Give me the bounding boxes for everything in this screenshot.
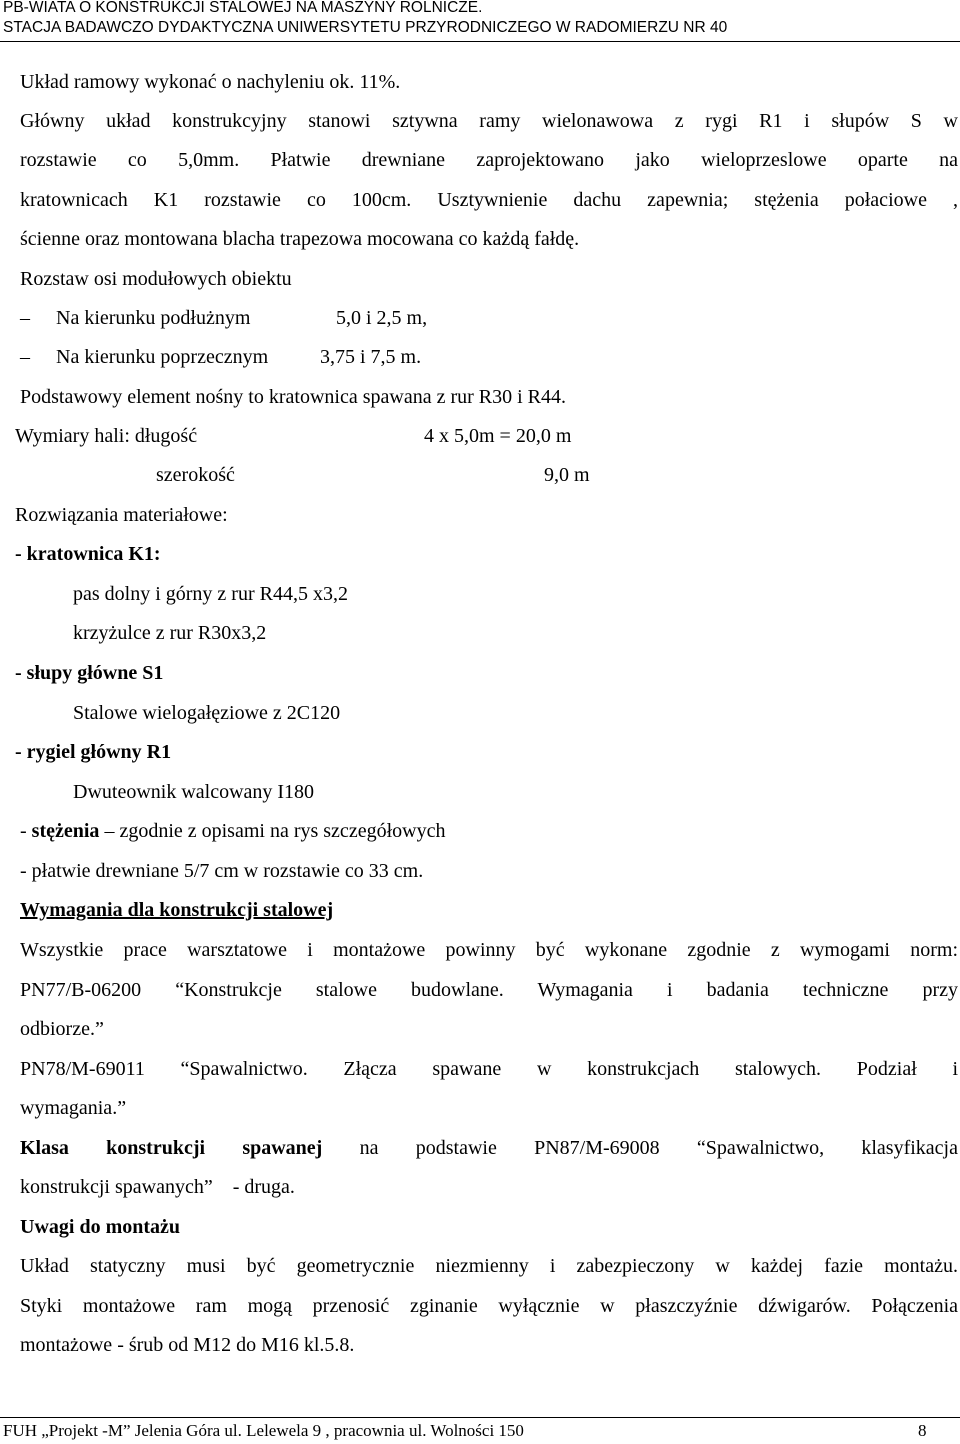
girder-desc: Dwuteownik walcowany I180 bbox=[73, 781, 315, 803]
main-element-text: Podstawowy element nośny to kratownica spawana z rur R30 i R44. bbox=[20, 386, 567, 408]
transverse-label: Na kierunku poprzecznym bbox=[56, 346, 269, 368]
truss-diagonals: krzyżulce z rur R30x3,2 bbox=[73, 622, 267, 644]
paragraph-main-line-2: rozstawie co 5,0mm. Płatwie drewniane zaprojektowano jako wieloprzeslowe oparte na bbox=[20, 149, 958, 171]
page-number: 8 bbox=[918, 1421, 927, 1440]
longitudinal-value: 5,0 i 2,5 m, bbox=[336, 307, 428, 329]
columns-title: - słupy główne S1 bbox=[15, 662, 164, 684]
weld-class-line-2: konstrukcji spawanych” - druga. bbox=[20, 1176, 295, 1198]
weld-class-line-1: Klasa konstrukcji spawanej na podstawie PN87/M-69008 “Spawalnictwo, klasyfikacja bbox=[20, 1137, 958, 1159]
assembly-line-2: Styki montażowe ram mogą przenosić zginanie wyłącznie w płaszczyźnie dźwigarów. Połączenia bbox=[20, 1295, 958, 1317]
hall-width-value: 9,0 m bbox=[544, 464, 590, 486]
assembly-notes-title: Uwagi do montażu bbox=[20, 1216, 181, 1238]
dash-icon: – bbox=[20, 307, 30, 329]
requirements-line-2: PN77/B-06200 “Konstrukcje stalowe budowlane. Wymagania i badania techniczne przy bbox=[20, 979, 958, 1001]
module-spacing-title: Rozstaw osi modułowych obiektu bbox=[20, 268, 292, 290]
hall-width-label: szerokość bbox=[156, 464, 235, 486]
requirements-line-1: Wszystkie prace warsztatowe i montażowe powinny być wykonane zgodnie z wymogami norm: bbox=[20, 939, 958, 961]
requirements-title: Wymagania dla konstrukcji stalowej bbox=[20, 899, 334, 921]
columns-desc: Stalowe wielogałęziowe z 2C120 bbox=[73, 702, 341, 724]
longitudinal-label: Na kierunku podłużnym bbox=[56, 307, 251, 329]
hall-length-value: 4 x 5,0m = 20,0 m bbox=[424, 425, 572, 447]
girder-title: - rygiel główny R1 bbox=[15, 741, 172, 763]
footer-rule bbox=[0, 1417, 960, 1418]
requirements-line-3: odbiorze.” bbox=[20, 1018, 104, 1040]
assembly-line-1: Układ statyczny musi być geometrycznie niezmienny i zabezpieczony w każdej fazie montażu. bbox=[20, 1255, 958, 1277]
truss-title: - kratownica K1: bbox=[15, 543, 161, 565]
bracing-line: - stężenia – zgodnie z opisami na rys szczegółowych bbox=[20, 820, 446, 842]
requirements-line-5: wymagania.” bbox=[20, 1097, 127, 1119]
header-subtitle: STACJA BADAWCZO DYDAKTYCZNA UNIWERSYTETU PRZYRODNICZEGO W RADOMIERZU NR 40 bbox=[3, 19, 728, 36]
truss-chords: pas dolny i górny z rur R44,5 x3,2 bbox=[73, 583, 348, 605]
assembly-line-3: montażowe - śrub od M12 do M16 kl.5.8. bbox=[20, 1334, 355, 1356]
paragraph-main-line-1: Główny układ konstrukcyjny stanowi sztywna ramy wielonawowa z rygi R1 i słupów S w bbox=[20, 110, 958, 132]
footer-text: FUH „Projekt -M” Jelenia Góra ul. Lelewela 9 , pracownia ul. Wolności 150 bbox=[3, 1421, 524, 1440]
paragraph-main-line-3: kratownicach K1 rozstawie co 100cm. Usztywnienie dachu zapewnia; stężenia połaciowe , bbox=[20, 189, 958, 211]
dash-icon: – bbox=[20, 346, 30, 368]
material-solutions-title: Rozwiązania materiałowe: bbox=[15, 504, 228, 526]
header-title: PB-WIATA O KONSTRUKCJI STALOWEJ NA MASZYNY ROLNICZE. bbox=[3, 0, 483, 16]
paragraph-main-line-4: ścienne oraz montowana blacha trapezowa mocowana co każdą fałdę. bbox=[20, 228, 580, 250]
paragraph-slope: Układ ramowy wykonać o nachyleniu ok. 11%. bbox=[20, 71, 401, 93]
header-rule bbox=[0, 41, 960, 42]
transverse-value: 3,75 i 7,5 m. bbox=[320, 346, 422, 368]
purlins-line: - płatwie drewniane 5/7 cm w rozstawie co 33 cm. bbox=[20, 860, 424, 882]
hall-length-label: Wymiary hali: długość bbox=[15, 425, 198, 447]
requirements-line-4: PN78/M-69011 “Spawalnictwo. Złącza spawane w konstrukcjach stalowych. Podział i bbox=[20, 1058, 958, 1080]
